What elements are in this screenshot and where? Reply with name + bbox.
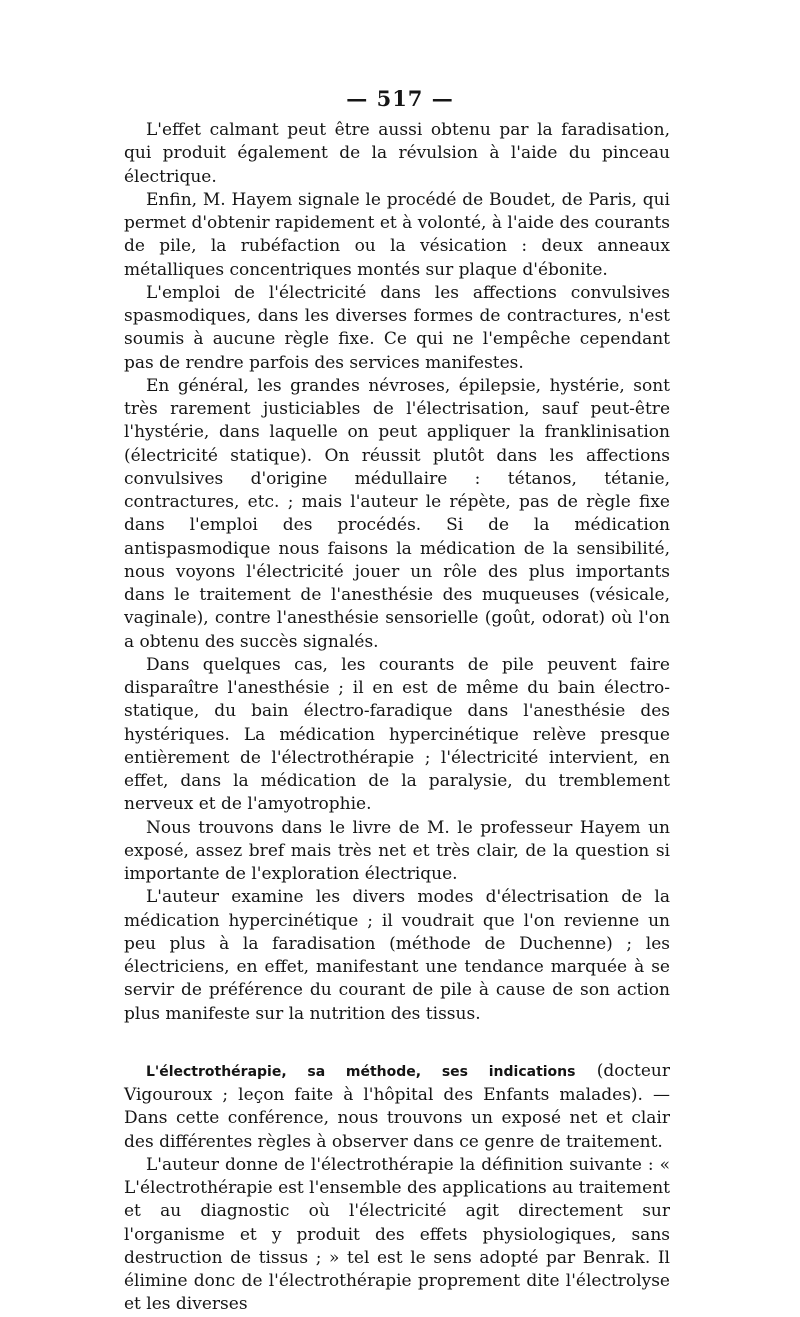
section-heading: L'électrothérapie, sa méthode, ses indications bbox=[146, 1063, 576, 1080]
paragraph-convulsive-affections: L'emploi de l'électricité dans les affections convulsives spasmodiques, dans les diverses formes de contractures, n'est soumis à aucune règle fixe. Ce qui ne l'empêche cependant pas de rendre parfois des services manifestes. bbox=[124, 282, 670, 373]
paragraph-faradisation: L'effet calmant peut être aussi obtenu par la faradisation, qui produit également de la révulsion à l'aide du pinceau électrique. bbox=[124, 120, 670, 187]
section-intro-paragraph bbox=[124, 1060, 670, 1154]
section-intro-text: (docteur Vigouroux ; leçon faite à l'hôpital des Enfants malades). — Dans cette conférence, nous trouvons un exposé net et clair des différentes règles à observer dans ce genre de traitement. bbox=[124, 1060, 670, 1152]
paragraph-neuroses: En général, les grandes névroses, épilepsie, hystérie, sont très rarement justiciables de l'électrisation, sauf peut-être l'hystérie, dans laquelle on peut appliquer la franklinisation (électricité statique). On réussit plutôt dans les affections convulsives d'origine médullaire : tétanos, tétanie, contractures, etc. ; mais l'auteur le répète, pas de règle fixe dans l'emploi des procédés. Si de la médication antispasmodique nous faisons la médication de la sensibilité, nous voyons l'électricité jouer un rôle des plus importants dans le traitement de l'anesthésie des muqueuses (vésicale, vaginale), contre l'anesthésie sensorielle (goût, odorat) où l'on a obtenu des succès signalés. bbox=[124, 375, 670, 652]
body-text bbox=[124, 119, 670, 1317]
paragraph-definition: L'auteur donne de l'électrothérapie la définition suivante : « L'électrothérapie est l'ensemble des applications au traitement et au diagnostic où l'électricité agit directement sur l'organisme et y produit des effets physiologiques, sans destruction de tissus ; » tel est le sens adopté par Benrak. Il élimine donc de l'électrothérapie proprement dite l'électrolyse et les diverses bbox=[124, 1154, 670, 1315]
paragraph-boudet-procedure: Enfin, M. Hayem signale le procédé de Boudet, de Paris, qui permet d'obtenir rapidement et à volonté, à l'aide des courants de pile, la rubéfaction ou la vésication : deux anneaux métalliques concentriques montés sur plaque d'ébonite. bbox=[124, 189, 670, 280]
paragraph-anesthesia: Dans quelques cas, les courants de pile peuvent faire disparaître l'anesthésie ; il en est de même du bain électro-statique, du bain électro-faradique dans l'anesthésie des hystériques. La médication hypercinétique relève presque entièrement de l'électrothérapie ; l'électricité intervient, en effet, dans la médication de la paralysie, du tremblement nerveux et de l'amyotrophie. bbox=[124, 654, 670, 815]
paragraph-electrisation-modes: L'auteur examine les divers modes d'électrisation de la médication hypercinétique ; il voudrait que l'on revienne un peu plus à la faradisation (méthode de Duchenne) ; les électriciens, en effet, manifestant une tendance marquée à se servir de préférence du courant de pile à cause de son action plus manifeste sur la nutrition des tissus. bbox=[124, 887, 670, 1024]
paragraph-hayem-book: Nous trouvons dans le livre de M. le professeur Hayem un exposé, assez bref mais très net et très clair, de la question si importante de l'exploration électrique. bbox=[124, 817, 670, 884]
page-number: — 517 — bbox=[346, 86, 454, 111]
